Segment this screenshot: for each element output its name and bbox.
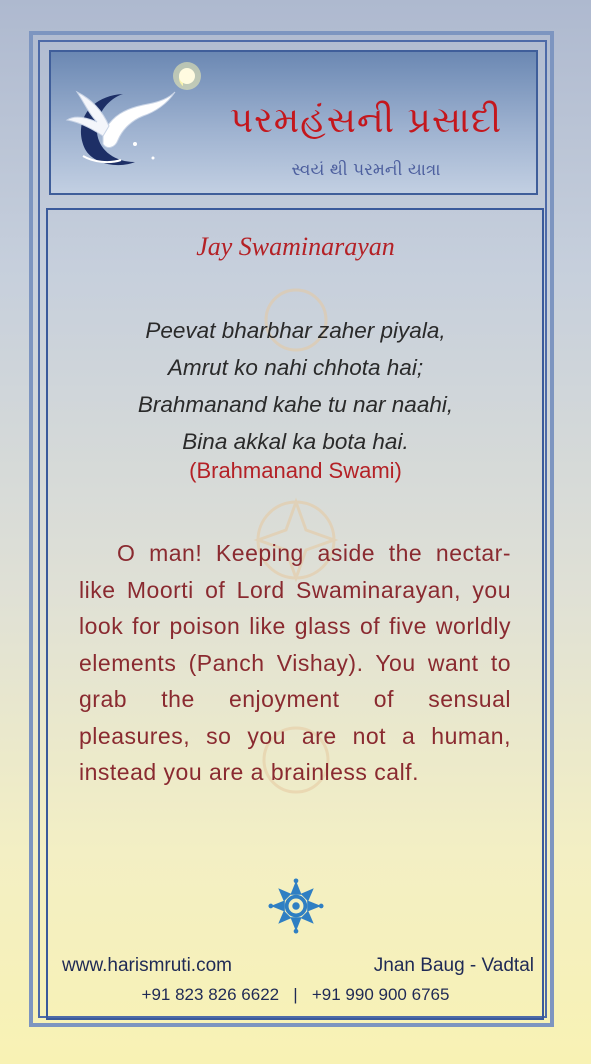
phone-number[interactable]: +91 823 826 6622 (141, 985, 280, 1004)
app-title: પરમહંસની પ્રસાદી (229, 100, 503, 141)
footer-info (62, 955, 534, 981)
website-link[interactable]: www.harismruti.com (62, 955, 232, 976)
poem-line: Brahmanand kahe tu nar naahi, (137, 392, 454, 417)
poem-line: Amrut ko nahi chhota hai; (167, 355, 424, 380)
poem-block (60, 312, 531, 460)
header-banner (49, 50, 538, 195)
moon-icon (169, 58, 205, 94)
dove-moon-logo-icon (63, 64, 183, 174)
poem-author: (Brahmanand Swami) (189, 458, 402, 483)
phone-number[interactable]: +91 990 900 6765 (311, 985, 450, 1004)
app-subtitle: સ્વયં થી પરમની યાત્રા (291, 160, 441, 180)
explanation-paragraph: O man! Keeping aside the nectar-like Moorti of Lord Swaminarayan, you look for poison like glass of five worldly elements (Panch Vishay). You want to grab the enjoyment of sensual pleasures, so you are not a human, instead you are a brainless calf. (79, 540, 511, 785)
poem-line: Bina akkal ka bota hai. (182, 429, 409, 454)
greeting-text: Jay Swaminarayan (196, 232, 395, 261)
location-text: Jnan Baug - Vadtal (373, 955, 534, 976)
poem-line: Peevat bharbhar zaher piyala, (145, 318, 446, 343)
footer-phones (0, 985, 591, 1005)
separator: | (293, 985, 298, 1004)
swastik-chakra-icon (268, 878, 324, 934)
